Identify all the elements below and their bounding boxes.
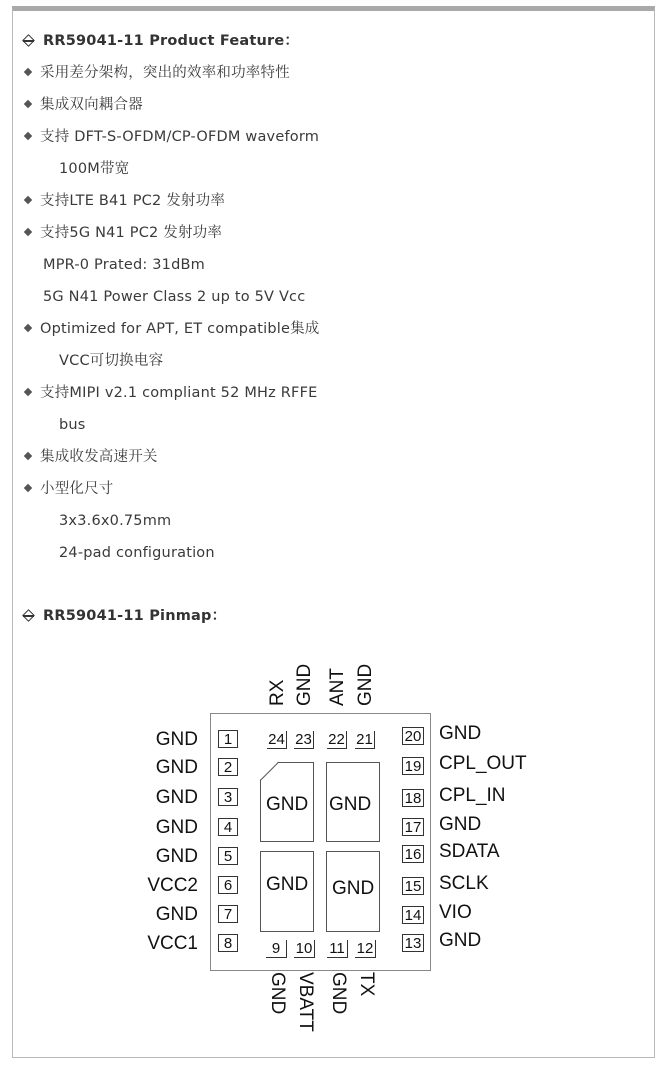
- pin-number: 21: [355, 731, 375, 749]
- pin-name: VCC2: [147, 875, 198, 896]
- feature-text: 集成收发高速开关: [40, 449, 158, 465]
- pin-name: GND: [155, 757, 198, 778]
- pin-number: 6: [218, 876, 238, 894]
- feature-text: VCC可切换电容: [59, 353, 164, 369]
- pin-name-vertical: ANT: [327, 668, 348, 706]
- pin-number: 2: [218, 758, 238, 776]
- pin-name: GND: [155, 817, 198, 838]
- pin-number: 18: [402, 789, 424, 807]
- pin-number: 24: [267, 731, 287, 749]
- pinmap-heading: RR59041-11 Pinmap：: [23, 606, 226, 626]
- pin-number: 19: [402, 757, 424, 775]
- center-pad: [326, 762, 380, 842]
- pin-number: 5: [218, 847, 238, 865]
- pin-number: 14: [402, 906, 424, 924]
- pin-number: 13: [402, 934, 424, 952]
- center-pad: [260, 762, 314, 842]
- pin-number: 16: [402, 845, 424, 863]
- pin-name: SCLK: [439, 873, 489, 894]
- pin-name-vertical: RX: [267, 679, 288, 706]
- pad-label: GND: [266, 794, 309, 815]
- feature-text: 5G N41 Power Class 2 up to 5V Vcc: [43, 289, 306, 305]
- pin-name: GND: [155, 729, 198, 750]
- pin-number: 11: [327, 940, 348, 958]
- feature-text: 支持 DFT-S-OFDM/CP-OFDM waveform: [40, 129, 320, 145]
- pin-number: 23: [294, 731, 314, 749]
- feature-text: 集成双向耦合器: [40, 97, 143, 113]
- pin-number: 1: [218, 730, 238, 748]
- feature-text: bus: [59, 417, 86, 433]
- feature-text: 支持MIPI v2.1 compliant 52 MHz RFFE: [40, 385, 318, 401]
- pin-name-vertical: TX: [356, 972, 377, 997]
- pin-number: 17: [402, 818, 424, 836]
- pin-name-vertical: GND: [294, 663, 315, 706]
- pin-name-vertical: GND: [267, 972, 288, 1015]
- pin-number: 9: [266, 940, 287, 958]
- pad-label: GND: [266, 874, 309, 895]
- pin-number: 3: [218, 788, 238, 806]
- feature-heading: RR59041-11 Product Feature：: [23, 31, 299, 51]
- pin-name-vertical: GND: [328, 972, 349, 1015]
- feature-text: 支持5G N41 PC2 发射功率: [40, 225, 223, 241]
- feature-text: MPR-0 Prated: 31dBm: [43, 257, 205, 273]
- feature-text: 支持LTE B41 PC2 发射功率: [40, 193, 226, 209]
- feature-text: 小型化尺寸: [40, 481, 114, 497]
- pin-number: 15: [402, 877, 424, 895]
- pin-name: GND: [155, 904, 198, 925]
- pad-label: GND: [332, 878, 375, 899]
- pin-name: GND: [439, 814, 482, 835]
- feature-text: 3x3.6x0.75mm: [59, 513, 172, 529]
- feature-text: 24-pad configuration: [59, 545, 215, 561]
- pin-name: GND: [439, 723, 482, 744]
- feature-text: 100M带宽: [59, 161, 130, 177]
- pin-number: 4: [218, 818, 238, 836]
- pin-name: GND: [155, 787, 198, 808]
- pad-label: GND: [329, 794, 372, 815]
- pin-name: VCC1: [147, 933, 198, 954]
- pin-name: CPL_OUT: [439, 753, 527, 774]
- center-pad: [326, 851, 380, 932]
- feature-text: Optimized for APT, ET compatible集成: [40, 321, 320, 337]
- package-outline: [210, 713, 431, 971]
- pin-name-vertical: GND: [355, 663, 376, 706]
- pin-number: 8: [218, 934, 238, 952]
- pin-name: SDATA: [439, 841, 500, 862]
- center-pad: [260, 851, 314, 932]
- pin-number: 7: [218, 905, 238, 923]
- pin-name: GND: [439, 930, 482, 951]
- feature-text: 采用差分架构，突出的效率和功率特性: [40, 65, 290, 81]
- pin-number: 22: [327, 731, 347, 749]
- pin-number: 10: [294, 940, 315, 958]
- pin-number: 12: [355, 940, 376, 958]
- pin-name-vertical: VBATT: [295, 972, 316, 1032]
- pin-name: CPL_IN: [439, 785, 506, 806]
- pin-name: GND: [155, 846, 198, 867]
- pin-number: 20: [402, 727, 424, 745]
- pin-name: VIO: [439, 902, 472, 923]
